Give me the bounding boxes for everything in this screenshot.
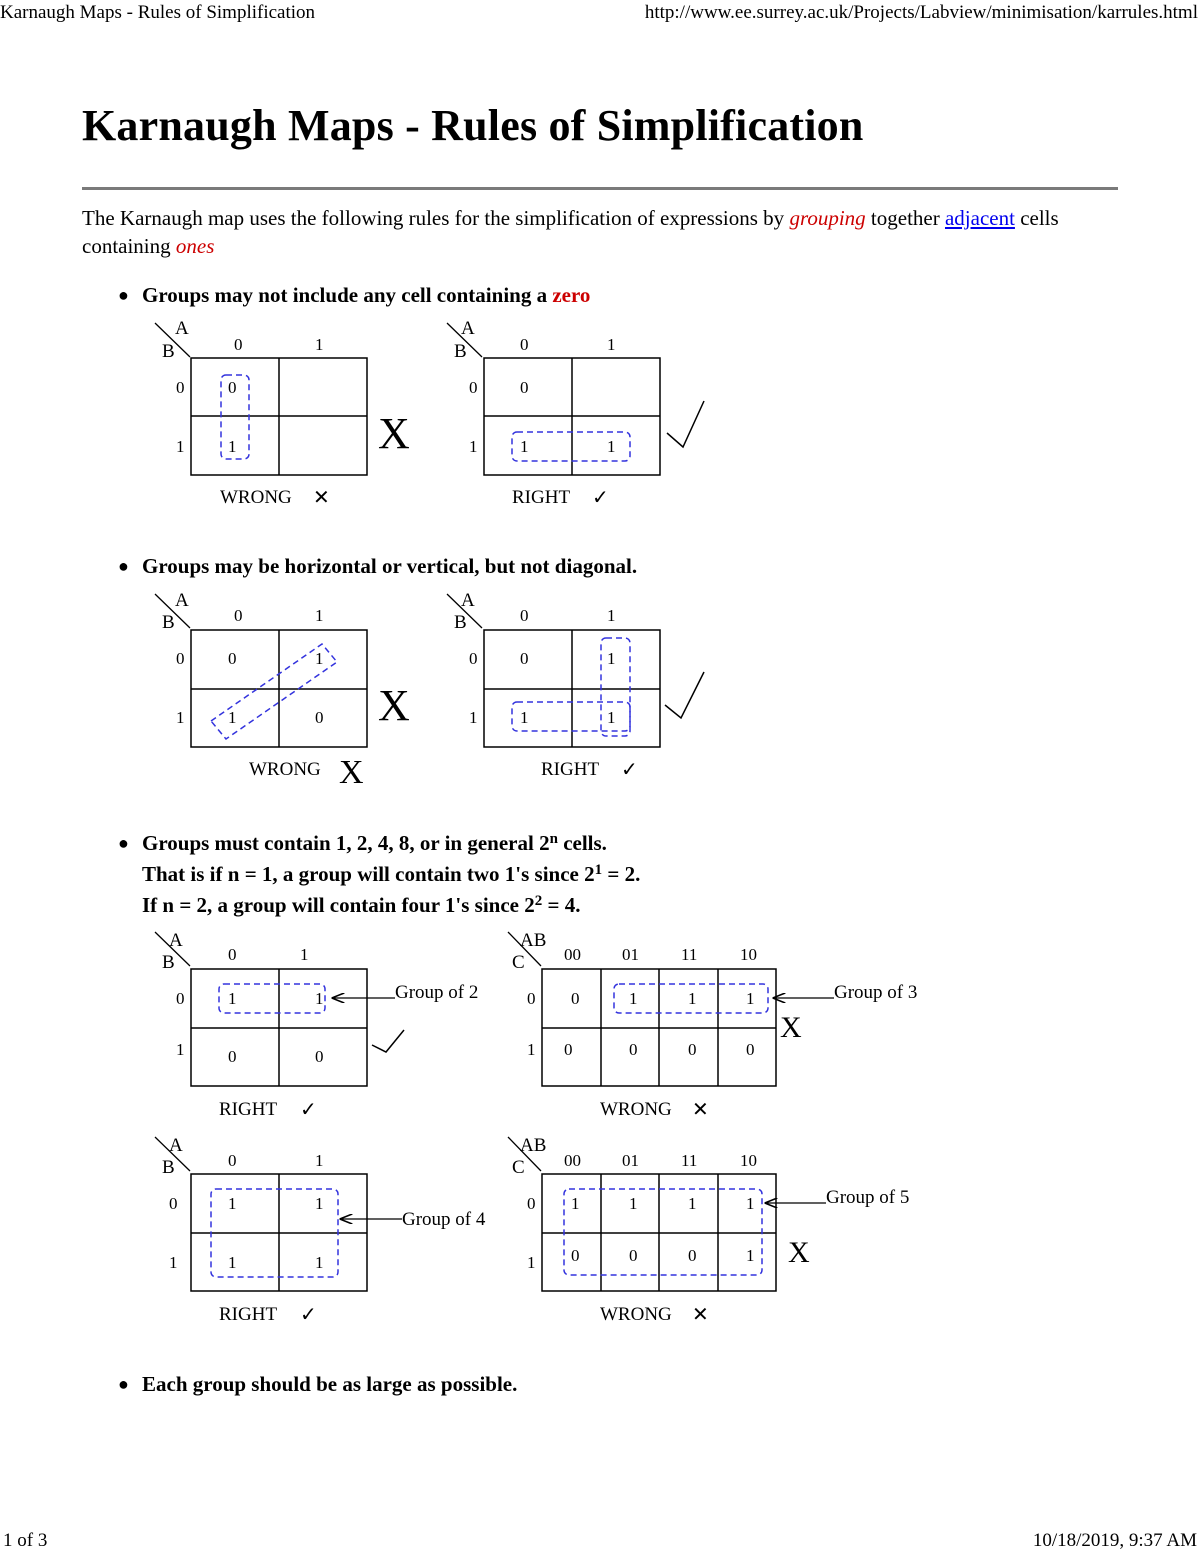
grouping-emphasis: grouping (789, 206, 866, 230)
var-b-label: B (162, 1157, 175, 1178)
kmap-cell: 0 (228, 378, 237, 397)
var-b-label: B (162, 952, 175, 973)
kmap-cell: 0 (629, 1246, 638, 1265)
kmap-cell: 0 (746, 1040, 755, 1059)
verdict-wrong: WRONG (600, 1099, 672, 1120)
col-header: 10 (740, 945, 757, 964)
check-icon: ✓ (592, 487, 609, 509)
kmap-group-of-3 (508, 930, 917, 1121)
kmap-cell: 1 (228, 1253, 237, 1272)
exponent: n (549, 831, 558, 847)
kmap-cell: 0 (688, 1246, 697, 1265)
group-outline (601, 638, 630, 736)
kmap-cell: 0 (564, 1040, 573, 1059)
print-header-url: http://www.ee.surrey.ac.uk/Projects/Labview/minimisation/karrules.html (644, 2, 1198, 23)
kmap-cell: 0 (688, 1040, 697, 1059)
kmap-cell: 0 (228, 1047, 237, 1066)
rule-text: Groups may not include any cell containing a (142, 283, 553, 307)
group-outline (564, 1189, 762, 1275)
kmap-cell: 1 (746, 1194, 755, 1213)
group-annotation: Group of 4 (402, 1209, 486, 1230)
verdict-wrong: WRONG (220, 487, 292, 508)
cross-icon: ✕ (692, 1304, 709, 1326)
row-header: 1 (469, 437, 478, 456)
var-c-label: C (512, 1157, 525, 1178)
var-ab-label: AB (520, 1135, 547, 1156)
verdict-right: RIGHT (219, 1099, 278, 1120)
row-header: 0 (527, 1194, 536, 1213)
exponent: 1 (594, 862, 603, 878)
kmap-cell: 0 (520, 649, 529, 668)
kmap-cell: 1 (746, 989, 755, 1008)
rule-text: Each group should be as large as possible. (142, 1372, 518, 1396)
rule-text: Groups must contain 1, 2, 4, 8, or in general 2 (142, 831, 550, 855)
kmap-cell: 1 (228, 1194, 237, 1213)
var-b-label: B (454, 612, 467, 633)
verdict-wrong: WRONG (249, 759, 321, 780)
kmap-cell: 1 (315, 1253, 324, 1272)
check-icon: ✓ (300, 1099, 317, 1121)
cross-icon: ✕ (692, 1099, 709, 1121)
check-icon: ✓ (621, 759, 638, 781)
verdict-right: RIGHT (541, 759, 600, 780)
big-check-icon (667, 401, 704, 447)
rule-text: = 2. (602, 862, 641, 886)
var-a-label: A (169, 1135, 183, 1156)
row-header: 0 (527, 989, 536, 1008)
col-header: 0 (228, 945, 237, 964)
row-header: 0 (469, 649, 478, 668)
var-a-label: A (175, 318, 189, 339)
kmap-cell: 1 (607, 437, 616, 456)
col-header: 11 (681, 1151, 698, 1170)
kmap-cell: 0 (571, 989, 580, 1008)
col-header: 01 (622, 1151, 639, 1170)
row-header: 0 (176, 649, 185, 668)
kmap-cell: 1 (746, 1246, 755, 1265)
col-header: 1 (315, 335, 324, 354)
var-b-label: B (162, 341, 175, 362)
rule-text: Groups may be horizontal or vertical, but not diagonal. (142, 554, 638, 578)
kmap-cell: 1 (607, 708, 616, 727)
var-ab-label: AB (520, 930, 547, 951)
kmap-cell: 0 (520, 378, 529, 397)
col-header: 0 (228, 1151, 237, 1170)
kmap-cell: 0 (315, 1047, 324, 1066)
kmap-group-of-4 (155, 1135, 486, 1326)
var-a-label: A (175, 590, 189, 611)
print-footer-page-number: 1 of 3 (3, 1530, 48, 1551)
kmap-cell: 1 (688, 989, 697, 1008)
bullet-icon: ● (118, 1374, 129, 1394)
row-header: 0 (469, 378, 478, 397)
big-check-icon (665, 672, 704, 718)
print-header-title: Karnaugh Maps - Rules of Simplification (0, 2, 316, 23)
bullet-icon: ● (118, 556, 129, 576)
col-header: 1 (300, 945, 309, 964)
kmap-cell: 1 (228, 437, 237, 456)
kmap-cell: 1 (520, 708, 529, 727)
kmap-cell: 1 (629, 1194, 638, 1213)
verdict-right: RIGHT (512, 487, 571, 508)
rule-text: = 4. (542, 893, 581, 917)
check-icon: ✓ (300, 1304, 317, 1326)
col-header: 1 (607, 335, 616, 354)
kmap-group-of-2 (155, 930, 478, 1121)
cross-icon: ✕ (313, 487, 330, 509)
page-title: Karnaugh Maps - Rules of Simplification (82, 101, 864, 150)
kmap-cell: 1 (315, 989, 324, 1008)
intro-text: together (865, 206, 945, 230)
var-a-label: A (461, 318, 475, 339)
kmap-rule2-wrong (155, 590, 410, 791)
kmap-cell: 1 (520, 437, 529, 456)
rule-text: If n = 2, a group will contain four 1's since 2 (142, 893, 535, 917)
kmap-cell: 1 (571, 1194, 580, 1213)
ones-emphasis: ones (175, 234, 215, 258)
big-cross-icon: X (378, 409, 410, 458)
kmap-rule1-right (447, 318, 704, 509)
kmap-rule1-wrong (155, 318, 410, 509)
row-header: 1 (169, 1253, 178, 1272)
col-header: 0 (234, 335, 243, 354)
bullet-icon: ● (118, 285, 129, 305)
rule-text: That is if n = 1, a group will contain two 1's since 2 (142, 862, 595, 886)
row-header: 1 (176, 708, 185, 727)
kmap-cell: 0 (571, 1246, 580, 1265)
col-header: 0 (520, 606, 529, 625)
intro-text: cells containing (82, 206, 1059, 258)
col-header: 10 (740, 1151, 757, 1170)
kmap-cell: 0 (629, 1040, 638, 1059)
col-header: 11 (681, 945, 698, 964)
kmap-cell: 1 (228, 989, 237, 1008)
col-header: 1 (607, 606, 616, 625)
exponent: 2 (534, 893, 543, 909)
kmap-cell: 1 (629, 989, 638, 1008)
big-cross-icon: X (378, 681, 410, 730)
col-header: 00 (564, 945, 581, 964)
kmap-cell: 1 (228, 708, 237, 727)
print-footer-datetime: 10/18/2019, 9:37 AM (1032, 1530, 1197, 1551)
var-a-label: A (461, 590, 475, 611)
kmap-cell: 1 (607, 649, 616, 668)
rule-text: cells. (557, 831, 607, 855)
group-annotation: Group of 2 (395, 982, 479, 1003)
col-header: 1 (315, 1151, 324, 1170)
row-header: 0 (169, 1194, 178, 1213)
row-header: 1 (527, 1040, 536, 1059)
group-annotation: Group of 3 (834, 982, 918, 1003)
cross-icon: X (339, 754, 364, 791)
kmap-cell: 0 (228, 649, 237, 668)
row-header: 1 (527, 1253, 536, 1272)
var-a-label: A (169, 930, 183, 951)
col-header: 01 (622, 945, 639, 964)
row-header: 0 (176, 378, 185, 397)
row-header: 1 (176, 1040, 185, 1059)
big-check-icon (372, 1030, 404, 1052)
row-header: 1 (469, 708, 478, 727)
verdict-right: RIGHT (219, 1304, 278, 1325)
kmap-cell: 1 (688, 1194, 697, 1213)
row-header: 0 (176, 989, 185, 1008)
kmap-group-of-5 (508, 1135, 909, 1326)
var-b-label: B (162, 612, 175, 633)
zero-highlight: zero (552, 283, 591, 307)
row-header: 1 (176, 437, 185, 456)
big-cross-icon: X (788, 1236, 810, 1269)
intro-text: The Karnaugh map uses the following rules for the simplification of expressions by (82, 206, 790, 230)
kmap-cell: 0 (315, 708, 324, 727)
verdict-wrong: WRONG (600, 1304, 672, 1325)
big-cross-icon: X (780, 1011, 802, 1044)
col-header: 0 (520, 335, 529, 354)
var-c-label: C (512, 952, 525, 973)
group-annotation: Group of 5 (826, 1187, 910, 1208)
bullet-icon: ● (118, 833, 129, 853)
kmap-rule2-right (447, 590, 704, 781)
kmap-cell: 1 (315, 649, 324, 668)
var-b-label: B (454, 341, 467, 362)
col-header: 0 (234, 606, 243, 625)
adjacent-link[interactable]: adjacent (944, 206, 1015, 230)
kmap-cell: 1 (315, 1194, 324, 1213)
col-header: 1 (315, 606, 324, 625)
col-header: 00 (564, 1151, 581, 1170)
